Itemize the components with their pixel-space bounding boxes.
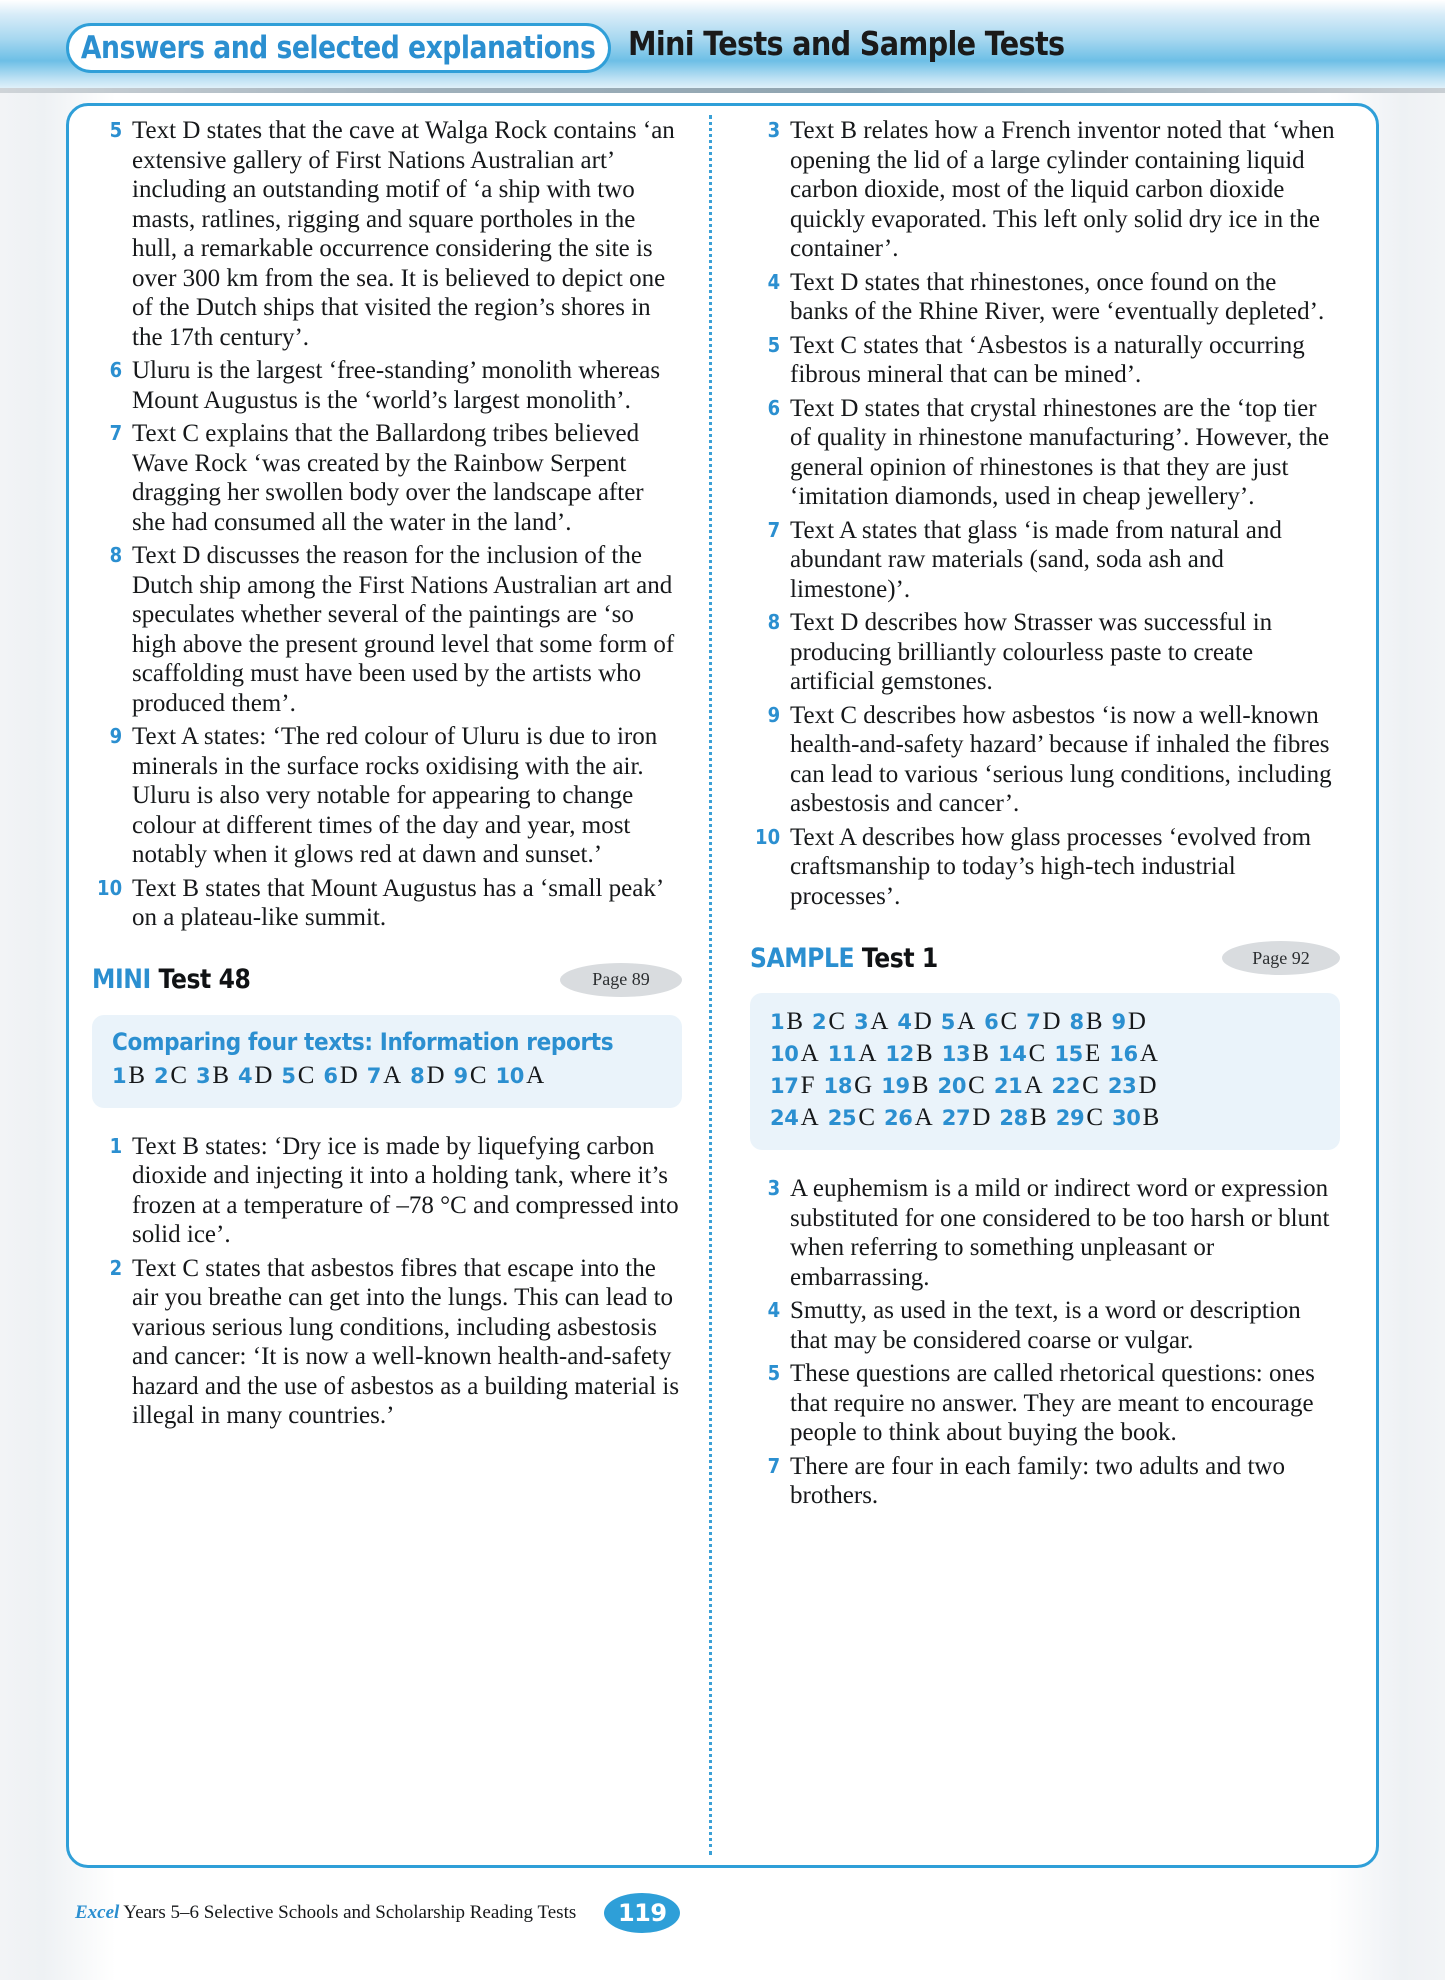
answer-option-letter: C (968, 1072, 985, 1099)
answer-question-number: 9 (1111, 1010, 1126, 1034)
answer-option-letter: A (1139, 1040, 1158, 1067)
item-number: 10 (755, 824, 781, 849)
answer-option-letter: A (1024, 1072, 1043, 1099)
page-reference-badge: Page 92 (1222, 941, 1340, 975)
answer-question-number: 29 (1055, 1106, 1085, 1130)
answer-option-letter: D (1138, 1072, 1157, 1099)
item-text: Text C explains that the Ballardong tribes believed Wave Rock ‘was created by the Rainbow Serpent dragging her swollen body over the landscape after she had consumed all the water in the land’. (132, 420, 644, 536)
item-number: 6 (767, 395, 781, 420)
answer-question-number: 1 (112, 1063, 127, 1088)
item-text: Text B states: ‘Dry ice is made by liquefying carbon dioxide and injecting it into a holding tank, where it’s frozen at a temperature of –78 °C and compressed into solid ice’. (132, 1132, 679, 1248)
answer-question-number: 7 (1026, 1010, 1041, 1034)
item-text: Text C states that ‘Asbestos is a naturally occurring fibrous mineral that can be mined’. (790, 331, 1305, 388)
list-item (92, 722, 682, 870)
answer-question-number: 6 (323, 1063, 338, 1088)
answer-question-number: 17 (770, 1074, 799, 1098)
answer-option-letter: A (800, 1040, 819, 1067)
item-number: 4 (767, 269, 781, 294)
item-text: Smutty, as used in the text, is a word or description that may be considered coarse or vulgar. (790, 1297, 1301, 1354)
answer-question-number: 3 (854, 1010, 869, 1034)
item-number: 10 (97, 875, 123, 900)
item-number: 7 (767, 1453, 781, 1478)
answer-option-letter: D (254, 1061, 273, 1089)
answer-option-letter: B (1085, 1008, 1103, 1035)
answer-option-letter: A (383, 1061, 402, 1089)
item-text: Text A states that glass ‘is made from natural and abundant raw materials (sand, soda ash and limestone)’. (790, 516, 1282, 603)
item-text: There are four in each family: two adults and two brothers. (790, 1452, 1285, 1509)
answer-question-number: 5 (940, 1010, 956, 1034)
answer-question-number: 2 (154, 1063, 169, 1088)
answer-option-letter: A (800, 1104, 819, 1131)
list-item (92, 356, 682, 415)
answer-question-number: 21 (993, 1074, 1023, 1098)
item-number: 9 (767, 702, 781, 727)
answer-question-number: 27 (941, 1106, 971, 1130)
header-pill-label: Answers and selected explanations (81, 30, 596, 66)
answer-question-number: 16 (1109, 1042, 1138, 1066)
list-item (750, 1296, 1340, 1355)
answer-question-number: 10 (495, 1063, 525, 1088)
header-section-title: Mini Tests and Sample Tests (628, 24, 1065, 63)
mini-test-heading (92, 964, 250, 995)
item-text: Text A describes how glass processes ‘evolved from craftsmanship to today’s high-tech industrial processes’. (790, 823, 1312, 910)
answer-key-line (770, 1038, 1320, 1070)
answer-option-letter: A (914, 1104, 933, 1131)
answer-option-letter: D (913, 1008, 932, 1035)
mini-test-explanations (92, 1132, 682, 1431)
answer-question-number: 14 (998, 1042, 1027, 1066)
answer-key-line (770, 1070, 1320, 1102)
header-underline-rule (0, 88, 1445, 93)
left-column (92, 116, 682, 1435)
answer-question-number: 7 (366, 1063, 382, 1088)
answer-question-number: 5 (281, 1063, 296, 1088)
answer-option-letter: C (297, 1061, 315, 1089)
list-item (750, 608, 1340, 697)
answer-option-letter: B (911, 1072, 929, 1099)
item-text: Text B relates how a French inventor noted that ‘when opening the lid of a large cylinder containing liquid carbon dioxide, most of the liquid carbon dioxide quickly evaporated. This left only solid dry ice in the container’. (790, 117, 1335, 262)
answer-question-number: 20 (937, 1074, 967, 1098)
item-number: 3 (767, 1176, 781, 1200)
item-number: 9 (109, 724, 123, 748)
answer-question-number: 18 (823, 1074, 853, 1098)
sample-test-answer-key (750, 993, 1340, 1150)
item-text: Text C describes how asbestos ‘is now a well-known health-and-safety hazard’ because if inhaled the fibres can lead to various ‘serious lung conditions, including asbestosis and cancer’. (790, 701, 1332, 817)
answer-question-number: 13 (941, 1042, 971, 1066)
item-text: Text A states: ‘The red colour of Uluru is due to iron minerals in the surface rocks oxidising with the air. Uluru is also very notable for appearing to change colour at different times of the day and year, most notably when it glows red at dawn and sunset.’ (132, 723, 658, 868)
answer-option-letter: A (858, 1040, 877, 1067)
list-item (750, 1359, 1340, 1448)
page-number-badge: 119 (604, 1893, 680, 1933)
answer-question-number: 8 (1069, 1010, 1084, 1034)
answer-question-number: 22 (1051, 1074, 1081, 1098)
answer-option-letter: A (526, 1061, 545, 1089)
answer-question-number: 19 (881, 1074, 910, 1098)
answer-option-letter: C (1000, 1008, 1018, 1035)
answer-option-letter: D (1042, 1008, 1061, 1035)
answer-option-letter: C (170, 1061, 187, 1089)
answer-question-number: 15 (1054, 1042, 1083, 1066)
item-text: Text B states that Mount Augustus has a ‘small peak’ on a plateau-like summit. (132, 874, 663, 931)
page-footer (75, 1893, 680, 1933)
item-number: 6 (109, 358, 123, 382)
item-number: 4 (767, 1298, 781, 1322)
footer-book-title (75, 1902, 576, 1924)
right-answer-list (750, 116, 1340, 911)
column-divider (709, 115, 712, 1855)
list-item (750, 516, 1340, 605)
mini-test-answer-key (92, 1015, 682, 1108)
item-number: 7 (767, 517, 781, 542)
answer-option-letter: D (1127, 1008, 1146, 1035)
item-text: Text D discusses the reason for the inclusion of the Dutch ship among the First Nations Australian art and speculates whether several of the paintings are ‘so high above the present ground level that some form of scaffolding must have been used by the artists who produced them’. (132, 542, 675, 717)
sample-test-explanations (750, 1174, 1340, 1511)
answer-key-line (770, 1006, 1320, 1038)
list-item (92, 541, 682, 718)
answer-option-letter: C (1082, 1072, 1099, 1099)
answer-question-number: 23 (1107, 1074, 1137, 1098)
answer-option-letter: B (212, 1061, 229, 1089)
item-number: 5 (767, 1361, 781, 1385)
header-title-pill (66, 23, 611, 73)
list-item (750, 823, 1340, 912)
sample-test-heading-row (750, 937, 1340, 979)
header-banner (0, 0, 1445, 92)
answer-question-number: 26 (884, 1106, 913, 1130)
list-item (750, 394, 1340, 512)
list-item (750, 701, 1340, 819)
item-number: 3 (767, 118, 781, 142)
answer-question-number: 25 (827, 1106, 857, 1130)
footer-brand: Excel (75, 1902, 120, 1923)
item-number: 5 (109, 118, 123, 142)
answer-question-number: 10 (770, 1042, 799, 1066)
sample-test-kind: SAMPLE (750, 942, 862, 974)
list-item (92, 116, 682, 352)
answer-option-letter: A (870, 1008, 889, 1035)
answer-question-number: 4 (238, 1063, 253, 1088)
answer-option-letter: C (858, 1104, 875, 1131)
list-item (750, 331, 1340, 390)
list-item (92, 1254, 682, 1431)
item-number: 7 (109, 421, 123, 445)
list-item (92, 419, 682, 537)
mini-test-kind: MINI (92, 964, 159, 995)
answer-question-number: 28 (999, 1106, 1028, 1130)
item-text: Text D states that rhinestones, once found on the banks of the Rhine River, were ‘eventually depleted’. (790, 268, 1325, 325)
answer-question-number: 8 (410, 1063, 425, 1088)
answer-question-number: 3 (196, 1063, 211, 1088)
answer-question-number: 4 (897, 1010, 912, 1034)
item-text: These questions are called rhetorical questions: ones that require no answer. They are meant to encourage people to think about buying the book. (790, 1360, 1315, 1446)
answer-option-letter: A (957, 1008, 976, 1035)
item-text: Text D states that crystal rhinestones are the ‘top tier of quality in rhinestone manufacturing’. However, the general opinion of rhinestones is that they are just ‘imitation diamonds, used in cheap jewellery’. (790, 394, 1330, 510)
answer-option-letter: C (469, 1061, 487, 1089)
list-item (92, 1132, 682, 1250)
answer-option-letter: D (339, 1061, 358, 1089)
item-text: Text D describes how Strasser was successful in producing brilliantly colourless paste to create artificial gemstones. (790, 609, 1273, 695)
item-text: A euphemism is a mild or indirect word or expression substituted for one considered to be too harsh or blunt when referring to something unpleasant or embarrassing. (790, 1175, 1330, 1291)
footer-title-rest: Years 5–6 Selective Schools and Scholarship Reading Tests (119, 1902, 577, 1923)
item-number: 8 (109, 543, 123, 567)
answer-question-number: 2 (812, 1010, 827, 1034)
list-item (750, 1174, 1340, 1292)
answer-question-number: 11 (827, 1042, 857, 1066)
answer-option-letter: C (1086, 1104, 1103, 1131)
answer-option-letter: B (786, 1008, 803, 1035)
mini-test-heading-row (92, 959, 682, 1001)
list-item (750, 1452, 1340, 1511)
list-item (92, 874, 682, 933)
answer-key-title: Comparing four texts: Information reports (112, 1027, 614, 1056)
list-item (750, 116, 1340, 264)
page-reference-badge: Page 89 (560, 963, 682, 997)
answer-option-letter: B (916, 1040, 933, 1067)
right-column (750, 116, 1340, 1515)
answer-option-letter: F (800, 1072, 815, 1099)
answer-option-letter: C (1028, 1040, 1046, 1067)
item-text: Text C states that asbestos fibres that escape into the air you breathe can get into the lungs. This can lead to various serious lung conditions, including asbestosis and cancer: ‘It is now a well-known health-and-safety hazard and the use of asbestos as a building material is illegal in many countries.’ (132, 1254, 680, 1429)
answer-option-letter: G (854, 1072, 873, 1099)
answer-option-letter: D (972, 1104, 991, 1131)
answer-question-number: 12 (885, 1042, 914, 1066)
answer-option-letter: B (128, 1061, 145, 1089)
answer-option-letter: C (828, 1008, 845, 1035)
answer-option-letter: B (1030, 1104, 1047, 1131)
item-text: Uluru is the largest ‘free-standing’ monolith whereas Mount Augustus is the ‘world’s largest monolith’. (132, 357, 661, 414)
list-item (750, 268, 1340, 327)
answer-question-number: 1 (770, 1010, 785, 1034)
item-number: 8 (767, 610, 781, 634)
sample-test-name: Test 1 (861, 942, 938, 974)
sample-test-heading (750, 943, 938, 974)
answer-option-letter: B (1142, 1104, 1160, 1131)
item-number: 2 (109, 1255, 123, 1280)
answer-question-number: 9 (453, 1063, 468, 1088)
answer-key-line (770, 1102, 1320, 1134)
answer-question-number: 6 (984, 1010, 999, 1034)
answer-option-letter: E (1084, 1040, 1101, 1067)
item-number: 5 (767, 332, 781, 357)
answer-option-letter: D (426, 1061, 445, 1089)
answer-question-number: 30 (1112, 1106, 1141, 1130)
item-number: 1 (109, 1133, 123, 1158)
item-text: Text D states that the cave at Walga Rock contains ‘an extensive gallery of First Nations Australian art’ including an outstanding motif of ‘a ship with two masts, ratlines, rigging and square portholes in the hull, a remarkable occurrence considering the site is over 300 km from the sea. It is believed to depict one of the Dutch ships that visited the region’s shores in the 17th century’. (132, 117, 675, 351)
answer-key-line (112, 1060, 662, 1092)
left-answer-list (92, 116, 682, 933)
answer-question-number: 24 (770, 1106, 799, 1130)
mini-test-name: Test 48 (158, 964, 251, 995)
answer-option-letter: B (972, 1040, 989, 1067)
